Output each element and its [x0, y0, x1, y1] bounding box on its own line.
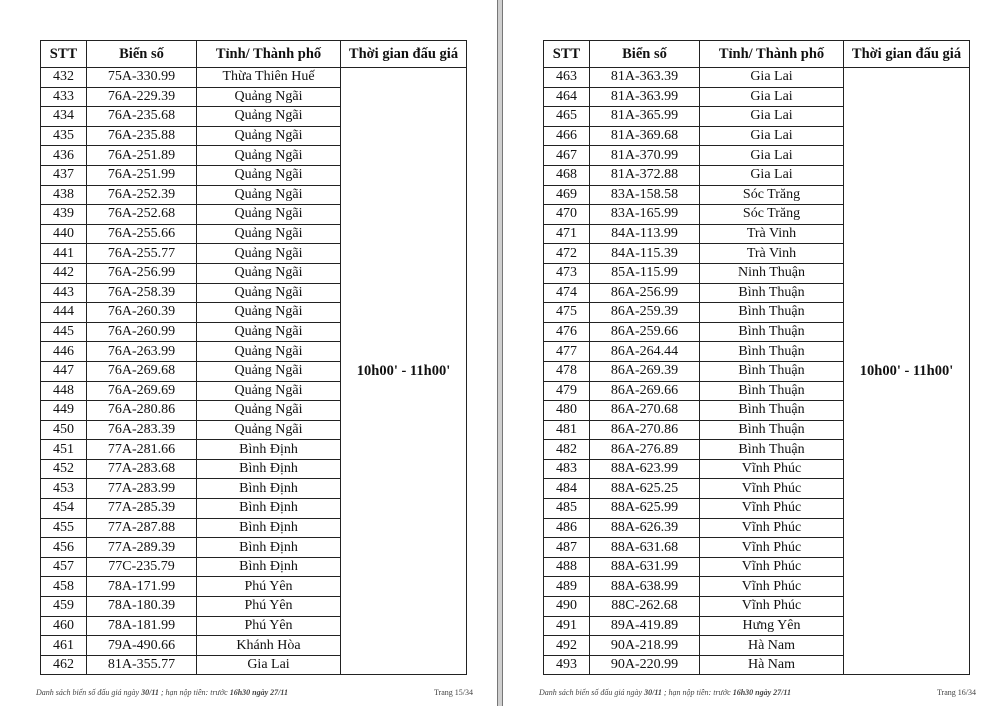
cell-province: Bình Định: [197, 459, 341, 479]
cell-province: Quảng Ngãi: [197, 342, 341, 362]
cell-province: Quảng Ngãi: [197, 185, 341, 205]
table-row: [41, 68, 467, 88]
cell-plate: 86A-270.86: [590, 420, 700, 440]
cell-plate: 88A-623.99: [590, 459, 700, 479]
cell-stt: 488: [544, 557, 590, 577]
footer-date: 30/11: [141, 688, 159, 697]
cell-plate: 84A-115.39: [590, 244, 700, 264]
cell-plate: 78A-181.99: [87, 616, 197, 636]
plate-table-right: [543, 40, 970, 675]
cell-stt: 449: [41, 401, 87, 421]
cell-stt: 454: [41, 499, 87, 519]
cell-stt: 442: [41, 263, 87, 283]
cell-stt: 453: [41, 479, 87, 499]
cell-stt: 465: [544, 107, 590, 127]
cell-stt: 452: [41, 459, 87, 479]
cell-plate: 76A-229.39: [87, 87, 197, 107]
cell-province: Bình Định: [197, 499, 341, 519]
cell-province: Quảng Ngãi: [197, 165, 341, 185]
cell-stt: 482: [544, 440, 590, 460]
cell-stt: 469: [544, 185, 590, 205]
footer-prefix: Danh sách biển số đấu giá ngày: [539, 688, 645, 697]
cell-stt: 466: [544, 126, 590, 146]
cell-plate: 86A-264.44: [590, 342, 700, 362]
cell-province: Hà Nam: [700, 636, 844, 656]
cell-stt: 484: [544, 479, 590, 499]
page-number: Trang 15/34: [433, 688, 473, 697]
document-page-left: [0, 0, 498, 706]
cell-stt: 474: [544, 283, 590, 303]
cell-stt: 492: [544, 636, 590, 656]
cell-province: Phú Yên: [197, 597, 341, 617]
cell-province: Bình Thuận: [700, 322, 844, 342]
cell-stt: 456: [41, 538, 87, 558]
cell-stt: 462: [41, 655, 87, 675]
footer-date: 30/11: [644, 688, 662, 697]
cell-plate: 76A-255.77: [87, 244, 197, 264]
cell-stt: 464: [544, 87, 590, 107]
cell-plate: 83A-165.99: [590, 205, 700, 225]
cell-plate: 76A-283.39: [87, 420, 197, 440]
footer-deadline: 16h30 ngày 27/11: [229, 688, 288, 697]
plate-table-left: [40, 40, 467, 675]
cell-province: Quảng Ngãi: [197, 361, 341, 381]
footer-mid: ; hạn nộp tiền: trước: [158, 688, 230, 697]
cell-province: Sóc Trăng: [700, 205, 844, 225]
cell-stt: 473: [544, 263, 590, 283]
cell-plate: 76A-269.68: [87, 361, 197, 381]
cell-province: Gia Lai: [197, 655, 341, 675]
cell-stt: 491: [544, 616, 590, 636]
cell-stt: 445: [41, 322, 87, 342]
cell-province: Phú Yên: [197, 616, 341, 636]
cell-stt: 486: [544, 518, 590, 538]
cell-plate: 86A-259.66: [590, 322, 700, 342]
cell-stt: 481: [544, 420, 590, 440]
cell-plate: 90A-220.99: [590, 655, 700, 675]
cell-stt: 458: [41, 577, 87, 597]
cell-province: Bình Thuận: [700, 283, 844, 303]
cell-province: Trà Vinh: [700, 224, 844, 244]
cell-plate: 81A-363.39: [590, 68, 700, 88]
cell-plate: 81A-355.77: [87, 655, 197, 675]
cell-plate: 77A-287.88: [87, 518, 197, 538]
cell-province: Bình Thuận: [700, 361, 844, 381]
footer-deadline: 16h30 ngày 27/11: [732, 688, 791, 697]
header-plate: Biển số: [590, 41, 700, 68]
cell-plate: 88A-626.39: [590, 518, 700, 538]
cell-stt: 451: [41, 440, 87, 460]
cell-stt: 443: [41, 283, 87, 303]
cell-stt: 444: [41, 303, 87, 323]
cell-province: Bình Định: [197, 557, 341, 577]
header-stt: STT: [544, 41, 590, 68]
cell-plate: 86A-276.89: [590, 440, 700, 460]
cell-stt: 478: [544, 361, 590, 381]
cell-province: Bình Thuận: [700, 342, 844, 362]
cell-stt: 471: [544, 224, 590, 244]
cell-province: Gia Lai: [700, 126, 844, 146]
cell-stt: 448: [41, 381, 87, 401]
cell-plate: 77A-289.39: [87, 538, 197, 558]
cell-stt: 483: [544, 459, 590, 479]
cell-stt: 480: [544, 401, 590, 421]
cell-plate: 86A-270.68: [590, 401, 700, 421]
cell-plate: 76A-251.99: [87, 165, 197, 185]
cell-province: Vĩnh Phúc: [700, 459, 844, 479]
cell-plate: 90A-218.99: [590, 636, 700, 656]
cell-province: Vĩnh Phúc: [700, 499, 844, 519]
cell-stt: 441: [41, 244, 87, 264]
footer-mid: ; hạn nộp tiền: trước: [661, 688, 733, 697]
cell-province: Quảng Ngãi: [197, 381, 341, 401]
table-header-row: [544, 41, 970, 68]
cell-province: Vĩnh Phúc: [700, 479, 844, 499]
cell-stt: 479: [544, 381, 590, 401]
header-province: Tỉnh/ Thành phố: [700, 41, 844, 68]
cell-stt: 434: [41, 107, 87, 127]
cell-stt: 490: [544, 597, 590, 617]
cell-plate: 81A-369.68: [590, 126, 700, 146]
cell-stt: 446: [41, 342, 87, 362]
header-time: Thời gian đấu giá: [844, 41, 970, 68]
cell-plate: 77A-283.68: [87, 459, 197, 479]
cell-province: Bình Định: [197, 538, 341, 558]
cell-plate: 88A-631.68: [590, 538, 700, 558]
cell-plate: 76A-269.69: [87, 381, 197, 401]
cell-province: Thừa Thiên Huế: [197, 68, 341, 88]
cell-province: Gia Lai: [700, 87, 844, 107]
cell-province: Vĩnh Phúc: [700, 557, 844, 577]
cell-plate: 81A-372.88: [590, 165, 700, 185]
cell-province: Trà Vinh: [700, 244, 844, 264]
cell-plate: 81A-365.99: [590, 107, 700, 127]
cell-plate: 76A-280.86: [87, 401, 197, 421]
header-stt: STT: [41, 41, 87, 68]
cell-plate: 86A-259.39: [590, 303, 700, 323]
document-page-right: [502, 0, 1000, 706]
cell-plate: 76A-252.68: [87, 205, 197, 225]
cell-plate: 88C-262.68: [590, 597, 700, 617]
cell-province: Gia Lai: [700, 146, 844, 166]
cell-stt: 455: [41, 518, 87, 538]
cell-stt: 436: [41, 146, 87, 166]
cell-province: Hà Nam: [700, 655, 844, 675]
cell-stt: 472: [544, 244, 590, 264]
cell-province: Quảng Ngãi: [197, 87, 341, 107]
page-footer: [36, 688, 473, 697]
cell-stt: 463: [544, 68, 590, 88]
table-header-row: [41, 41, 467, 68]
cell-stt: 470: [544, 205, 590, 225]
cell-plate: 77A-283.99: [87, 479, 197, 499]
cell-stt: 439: [41, 205, 87, 225]
cell-plate: 88A-631.99: [590, 557, 700, 577]
cell-time-slot: 10h00' - 11h00': [341, 68, 467, 675]
cell-plate: 86A-269.39: [590, 361, 700, 381]
page-footer: [539, 688, 976, 697]
table-body: [544, 68, 970, 675]
cell-province: Bình Thuận: [700, 303, 844, 323]
cell-plate: 78A-180.39: [87, 597, 197, 617]
cell-stt: 457: [41, 557, 87, 577]
table-body: [41, 68, 467, 675]
cell-stt: 450: [41, 420, 87, 440]
cell-plate: 86A-269.66: [590, 381, 700, 401]
cell-stt: 493: [544, 655, 590, 675]
cell-province: Gia Lai: [700, 107, 844, 127]
cell-plate: 88A-625.99: [590, 499, 700, 519]
cell-stt: 461: [41, 636, 87, 656]
cell-stt: 440: [41, 224, 87, 244]
cell-province: Sóc Trăng: [700, 185, 844, 205]
cell-plate: 76A-252.39: [87, 185, 197, 205]
cell-plate: 76A-263.99: [87, 342, 197, 362]
cell-plate: 83A-158.58: [590, 185, 700, 205]
cell-plate: 88A-625.25: [590, 479, 700, 499]
cell-province: Gia Lai: [700, 68, 844, 88]
cell-province: Vĩnh Phúc: [700, 597, 844, 617]
cell-province: Vĩnh Phúc: [700, 538, 844, 558]
cell-plate: 78A-171.99: [87, 577, 197, 597]
cell-plate: 89A-419.89: [590, 616, 700, 636]
cell-stt: 460: [41, 616, 87, 636]
cell-plate: 81A-363.99: [590, 87, 700, 107]
cell-plate: 79A-490.66: [87, 636, 197, 656]
cell-stt: 476: [544, 322, 590, 342]
header-province: Tỉnh/ Thành phố: [197, 41, 341, 68]
cell-plate: 88A-638.99: [590, 577, 700, 597]
cell-time-slot: 10h00' - 11h00': [844, 68, 970, 675]
cell-plate: 76A-251.89: [87, 146, 197, 166]
cell-stt: 437: [41, 165, 87, 185]
page-number: Trang 16/34: [936, 688, 976, 697]
cell-province: Hưng Yên: [700, 616, 844, 636]
header-plate: Biển số: [87, 41, 197, 68]
cell-stt: 477: [544, 342, 590, 362]
cell-plate: 77A-281.66: [87, 440, 197, 460]
cell-stt: 435: [41, 126, 87, 146]
cell-province: Bình Thuận: [700, 381, 844, 401]
cell-province: Quảng Ngãi: [197, 283, 341, 303]
cell-province: Quảng Ngãi: [197, 107, 341, 127]
cell-province: Quảng Ngãi: [197, 146, 341, 166]
cell-stt: 489: [544, 577, 590, 597]
header-time: Thời gian đấu giá: [341, 41, 467, 68]
cell-plate: 76A-260.39: [87, 303, 197, 323]
cell-province: Quảng Ngãi: [197, 322, 341, 342]
cell-stt: 459: [41, 597, 87, 617]
cell-province: Quảng Ngãi: [197, 401, 341, 421]
cell-stt: 468: [544, 165, 590, 185]
cell-stt: 485: [544, 499, 590, 519]
cell-plate: 85A-115.99: [590, 263, 700, 283]
cell-plate: 86A-256.99: [590, 283, 700, 303]
cell-province: Quảng Ngãi: [197, 303, 341, 323]
cell-plate: 76A-235.68: [87, 107, 197, 127]
cell-plate: 76A-260.99: [87, 322, 197, 342]
cell-province: Quảng Ngãi: [197, 224, 341, 244]
cell-province: Bình Thuận: [700, 420, 844, 440]
cell-plate: 77A-285.39: [87, 499, 197, 519]
cell-stt: 475: [544, 303, 590, 323]
cell-stt: 487: [544, 538, 590, 558]
cell-province: Quảng Ngãi: [197, 205, 341, 225]
table-row: [544, 68, 970, 88]
cell-plate: 76A-235.88: [87, 126, 197, 146]
cell-province: Vĩnh Phúc: [700, 518, 844, 538]
cell-stt: 447: [41, 361, 87, 381]
cell-plate: 76A-256.99: [87, 263, 197, 283]
cell-province: Ninh Thuận: [700, 263, 844, 283]
cell-province: Khánh Hòa: [197, 636, 341, 656]
cell-province: Quảng Ngãi: [197, 263, 341, 283]
cell-province: Bình Định: [197, 518, 341, 538]
cell-province: Phú Yên: [197, 577, 341, 597]
cell-stt: 438: [41, 185, 87, 205]
cell-plate: 84A-113.99: [590, 224, 700, 244]
cell-plate: 76A-255.66: [87, 224, 197, 244]
cell-stt: 433: [41, 87, 87, 107]
cell-plate: 75A-330.99: [87, 68, 197, 88]
cell-province: Quảng Ngãi: [197, 244, 341, 264]
cell-province: Vĩnh Phúc: [700, 577, 844, 597]
cell-stt: 432: [41, 68, 87, 88]
cell-stt: 467: [544, 146, 590, 166]
cell-province: Gia Lai: [700, 165, 844, 185]
cell-province: Quảng Ngãi: [197, 420, 341, 440]
cell-plate: 77C-235.79: [87, 557, 197, 577]
cell-province: Bình Thuận: [700, 440, 844, 460]
cell-plate: 76A-258.39: [87, 283, 197, 303]
cell-province: Bình Định: [197, 479, 341, 499]
cell-province: Bình Định: [197, 440, 341, 460]
cell-province: Bình Thuận: [700, 401, 844, 421]
footer-prefix: Danh sách biển số đấu giá ngày: [36, 688, 142, 697]
cell-plate: 81A-370.99: [590, 146, 700, 166]
cell-province: Quảng Ngãi: [197, 126, 341, 146]
